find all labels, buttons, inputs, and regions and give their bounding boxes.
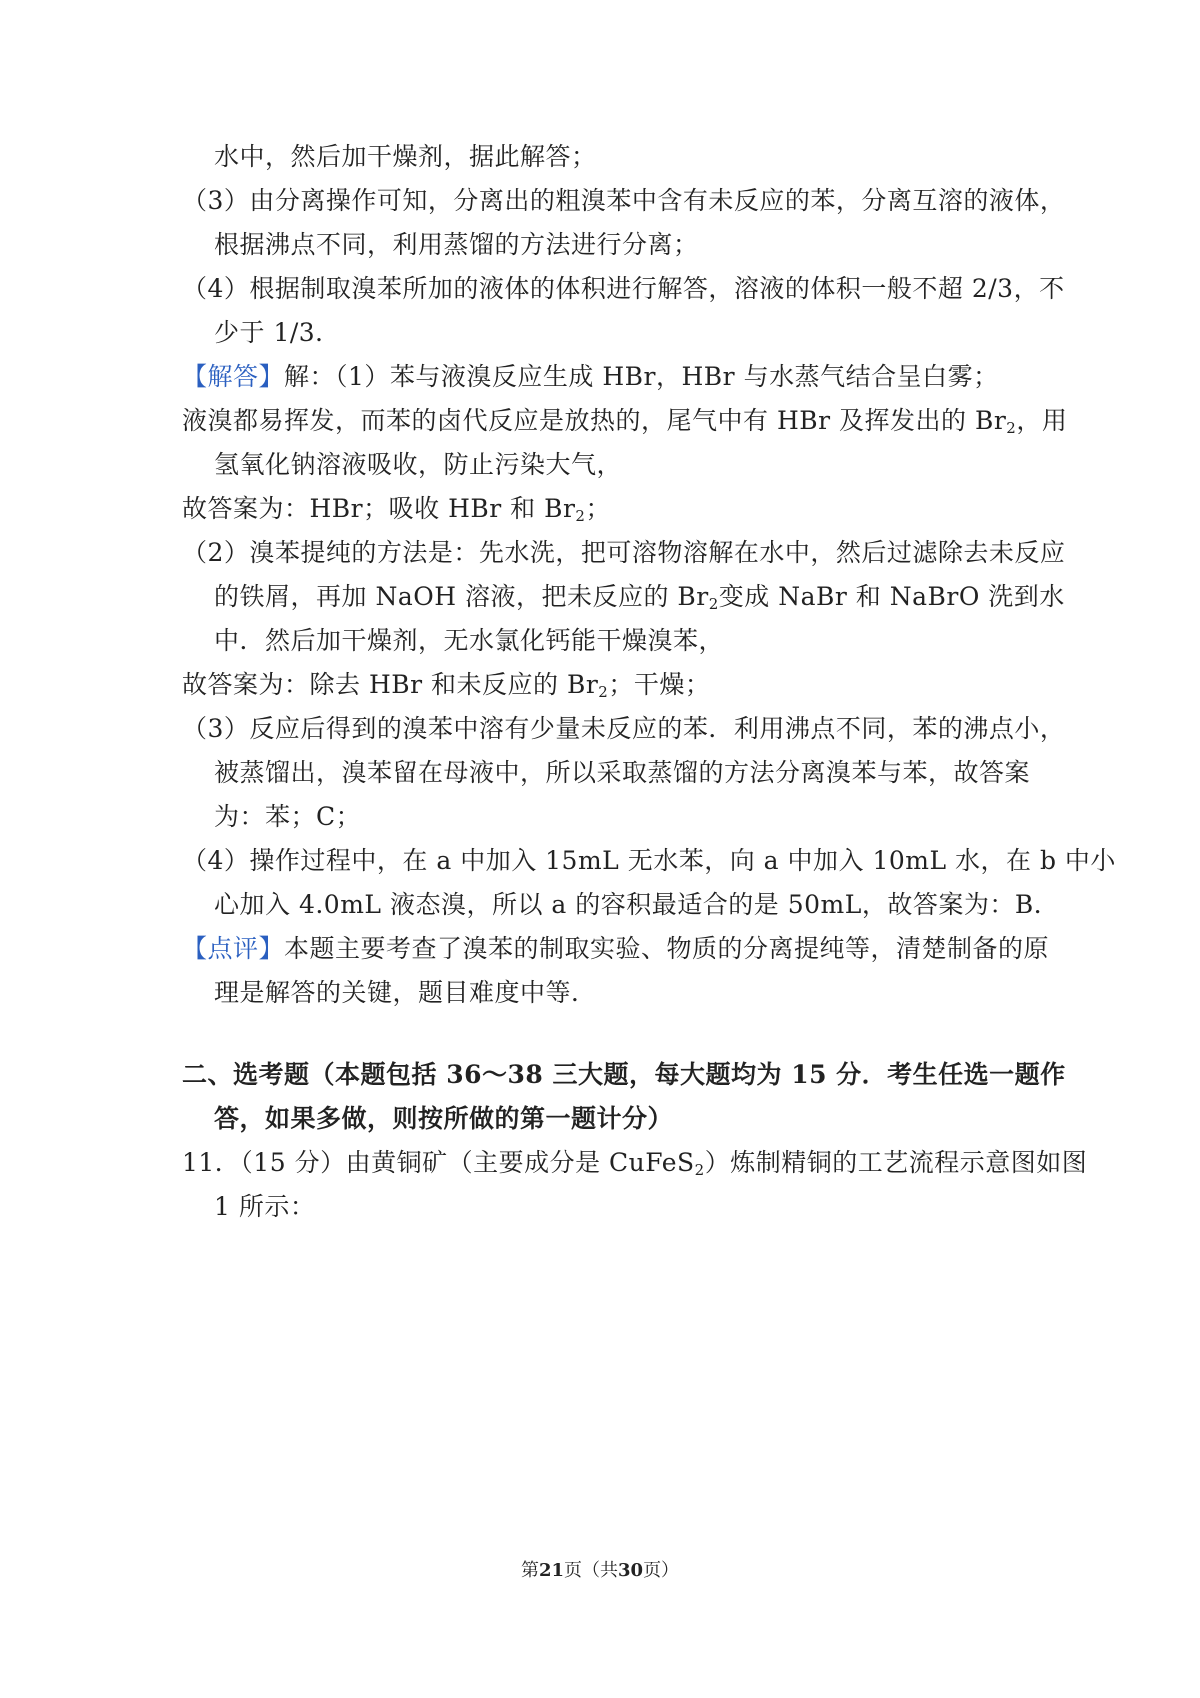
- text-line: 理是解答的关键，题目难度中等．: [214, 978, 597, 1007]
- text-line: （2）溴苯提纯的方法是：先水洗，把可溶物溶解在水中，然后过滤除去未反应: [182, 538, 1066, 567]
- text-span: 故答案为：HBr；吸收 HBr 和 Br: [182, 494, 576, 523]
- text-span: 故答案为：除去 HBr 和未反应的 Br: [182, 670, 599, 699]
- text-line: 心加入 4.0mL 液态溴，所以 a 的容积最适合的是 50mL，故答案为：B．: [214, 890, 1060, 919]
- text-span: 11．（15 分）由黄铜矿（主要成分是 CuFeS: [182, 1148, 695, 1177]
- footer-text: 页）: [643, 1560, 680, 1581]
- text-line: 中．然后加干燥剂，无水氯化钙能干燥溴苯，: [214, 626, 725, 655]
- text-span: 液溴都易挥发，而苯的卤代反应是放热的，尾气中有 HBr 及挥发出的 Br: [182, 406, 1007, 435]
- question-line: 1 所示：: [214, 1192, 316, 1221]
- text-line: 水中，然后加干燥剂，据此解答；: [214, 142, 597, 171]
- text-line: 氢氧化钠溶液吸收，防止污染大气，: [214, 450, 623, 479]
- text-span: ）炼制精铜的工艺流程示意图如图: [704, 1148, 1088, 1177]
- text-line: [182, 494, 611, 524]
- answer-tag: 【解答】: [182, 362, 285, 391]
- text-span: ，用: [1016, 406, 1068, 435]
- text-line: [182, 406, 1067, 436]
- page-footer: [0, 1560, 1200, 1582]
- text-line: [214, 582, 1065, 613]
- subscript: 2: [694, 1161, 705, 1179]
- text-span: 的铁屑，再加 NaOH 溶液，把未反应的 Br: [214, 582, 709, 611]
- text-span: ；: [585, 494, 611, 523]
- text-line: 被蒸馏出，溴苯留在母液中，所以采取蒸馏的方法分离溴苯与苯，故答案: [214, 758, 1031, 787]
- text-line: （4）操作过程中，在 a 中加入 15mL 无水苯，向 a 中加入 10mL 水，在 b 中小: [182, 846, 1116, 875]
- text-span: 变成 NaBr 和 NaBrO 洗到水: [718, 582, 1065, 611]
- question-line: [182, 1148, 1087, 1178]
- text-line: 少于 1/3．: [214, 318, 341, 347]
- footer-text: 页（共: [564, 1560, 618, 1581]
- answer-line: [182, 362, 999, 392]
- section-title-cont: 答，如果多做，则按所做的第一题计分）: [214, 1104, 674, 1133]
- page-number: 21: [538, 1560, 564, 1581]
- section-title: 二、选考题（本题包括 36～38 三大题，每大题均为 15 分．考生任选一题作: [182, 1060, 1066, 1089]
- subscript: 2: [575, 507, 586, 525]
- text-line: [182, 670, 710, 700]
- text-span: ；干燥；: [608, 670, 711, 699]
- text-line: （3）反应后得到的溴苯中溶有少量未反应的苯．利用沸点不同，苯的沸点小，: [182, 714, 1066, 743]
- subscript: 2: [1006, 419, 1017, 437]
- subscript: 2: [708, 595, 719, 613]
- text-line: （3）由分离操作可知，分离出的粗溴苯中含有未反应的苯，分离互溶的液体，: [182, 186, 1066, 215]
- answer-text: 解：（1）苯与液溴反应生成 HBr，HBr 与水蒸气结合呈白雾；: [284, 362, 999, 391]
- footer-text: 第: [520, 1560, 539, 1581]
- total-pages: 30: [618, 1560, 644, 1581]
- text-line: （4）根据制取溴苯所加的液体的体积进行解答，溶液的体积一般不超 2/3，不: [182, 274, 1065, 303]
- review-text: 本题主要考查了溴苯的制取实验、物质的分离提纯等，清楚制备的原: [284, 934, 1050, 963]
- text-line: 为：苯；C；: [214, 802, 362, 831]
- subscript: 2: [598, 683, 609, 701]
- review-line: [182, 934, 1049, 964]
- review-tag: 【点评】: [182, 934, 285, 963]
- text-line: 根据沸点不同，利用蒸馏的方法进行分离；: [214, 230, 699, 259]
